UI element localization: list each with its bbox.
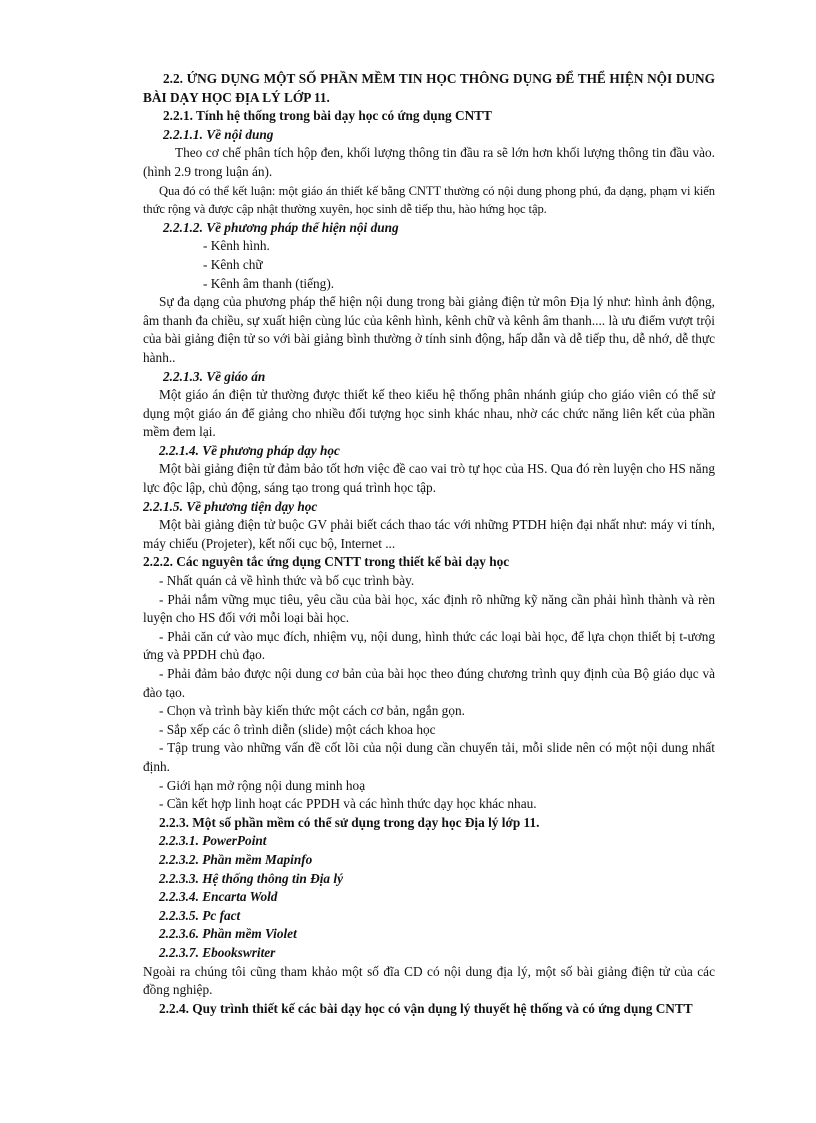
heading-2-2-3: 2.2.3. Một số phần mềm có thể sử dụng trong dạy học Địa lý lớp 11.	[159, 814, 540, 830]
list-item: - Kênh âm thanh (tiếng).	[203, 275, 335, 291]
heading-2-2-1-5: 2.2.1.5. Về phương tiện dạy học	[143, 498, 318, 514]
paragraph-ngoai-ra: Ngoài ra chúng tôi cũng tham khảo một số đĩa CD có nội dung địa lý, một số bài giảng điện tử của các đồng nghiệp.	[143, 963, 715, 998]
list-item: - Kênh chữ	[203, 256, 263, 272]
paragraph-hop-den: Theo cơ chế phân tích hộp đen, khối lượng thông tin đầu ra sẽ lớn hơn khối lượng thông tin đầu vào. (hình 2.9 trong luận án).	[143, 145, 715, 179]
list-item: - Phải nắm vững mục tiêu, yêu cầu của bài học, xác định rõ những kỹ năng cần phải hình thành và rèn luyện cho HS đối với mỗi loại bài học.	[143, 591, 715, 626]
document-page	[143, 70, 715, 1018]
list-item: - Chọn và trình bày kiến thức một cách cơ bản, ngắn gọn.	[159, 703, 465, 719]
list-item: - Nhất quán cả về hình thức và bố cục trình bày.	[159, 573, 415, 589]
paragraph-pp-day-hoc: Một bài giảng điện tử đảm bảo tốt hơn việc đề cao vai trò tự học của HS. Qua đó rèn luyện cho HS năng lực độc lập, chủ động, sáng tạo trong quá trình học tập.	[143, 461, 715, 496]
paragraph-da-dang: Sự đa dạng của phương pháp thể hiện nội dung trong bài giảng điện tử môn Địa lý như: hình ảnh động, âm thanh đa chiều, sự xuất hiện cùng lúc của kênh hình, kênh chữ và kênh âm thanh.... là ưu điểm vượt trội của bài giảng điện tử so với bài giảng bình thường ở tính sinh động, hấp dẫn và dễ tiếp thu, dễ nhớ, dễ thực hành..	[143, 294, 715, 365]
heading-2-2-1-2: 2.2.1.2. Về phương pháp thể hiện nội dung	[163, 219, 399, 235]
software-item: 2.2.3.1. PowerPoint	[159, 833, 267, 849]
paragraph-giao-an: Một giáo án điện tử thường được thiết kế theo kiểu hệ thống phân nhánh giúp cho giáo viên có thể sử dụng một giáo án để giảng cho nhiều đối tượng học sinh khác nhau, nhờ các chức năng liên kết của phần mềm đem lại.	[143, 387, 715, 440]
software-item: 2.2.3.4. Encarta Wold	[159, 889, 278, 905]
heading-2-2-1: 2.2.1. Tính hệ thống trong bài dạy học có ứng dụng CNTT	[163, 108, 492, 124]
heading-2-2: 2.2. ỨNG DỤNG MỘT SỐ PHẦN MỀM TIN HỌC THÔNG DỤNG ĐỂ THỂ HIỆN NỘI DUNG BÀI DẠY HỌC ĐỊA LÝ LỚP 11.	[143, 71, 715, 105]
software-item: 2.2.3.7. Ebookswriter	[159, 944, 276, 960]
list-item: - Phải đảm bảo được nội dung cơ bản của bài học theo đúng chương trình quy định của Bộ giáo dục và đào tạo.	[143, 666, 715, 700]
heading-2-2-4: 2.2.4. Quy trình thiết kế các bài dạy học có vận dụng lý thuyết hệ thống và có ứng dụng CNTT	[159, 1000, 693, 1016]
heading-2-2-1-4: 2.2.1.4. Về phương pháp dạy học	[159, 442, 340, 458]
software-item: 2.2.3.3. Hệ thống thông tin Địa lý	[159, 870, 343, 886]
list-item: - Cần kết hợp linh hoạt các PPDH và các hình thức dạy học khác nhau.	[159, 796, 537, 812]
list-item: - Sắp xếp các ô trình diễn (slide) một cách khoa học	[159, 721, 436, 737]
list-item: - Tập trung vào những vấn đề cốt lõi của nội dung cần chuyển tải, mỗi slide nên có một nội dung nhất định.	[143, 740, 715, 774]
heading-2-2-1-3: 2.2.1.3. Về giáo án	[163, 368, 266, 384]
heading-2-2-1-1: 2.2.1.1. Về nội dung	[163, 126, 274, 142]
list-item: - Phải căn cứ vào mục đích, nhiệm vụ, nội dung, hình thức các loại bài học, để lựa chọn thiết bị t-ương ứng và PPDH chủ đạo.	[143, 628, 715, 663]
list-item: - Giới hạn mở rộng nội dung minh hoạ	[159, 777, 366, 793]
paragraph-phuong-tien: Một bài giảng điện tử buộc GV phải biết cách thao tác với những PTDH hiện đại nhất như: máy vi tính, máy chiếu (Projeter), kết nối cục bộ, Internet ...	[143, 517, 715, 551]
heading-2-2-2: 2.2.2. Các nguyên tắc ứng dụng CNTT trong thiết kế bài dạy học	[143, 554, 510, 570]
paragraph-ket-luan: Qua đó có thể kết luận: một giáo án thiết kế bằng CNTT thường có nội dung phong phú, đa dạng, phạm vi kiến thức rộng và được cập nhật thường xuyên, học sinh dễ tiếp thu, hào hứng học tập.	[143, 183, 715, 217]
list-item: - Kênh hình.	[203, 238, 270, 254]
software-item: 2.2.3.5. Pc fact	[159, 907, 241, 923]
software-item: 2.2.3.2. Phần mềm Mapinfo	[159, 851, 313, 867]
software-item: 2.2.3.6. Phần mềm Violet	[159, 926, 297, 942]
